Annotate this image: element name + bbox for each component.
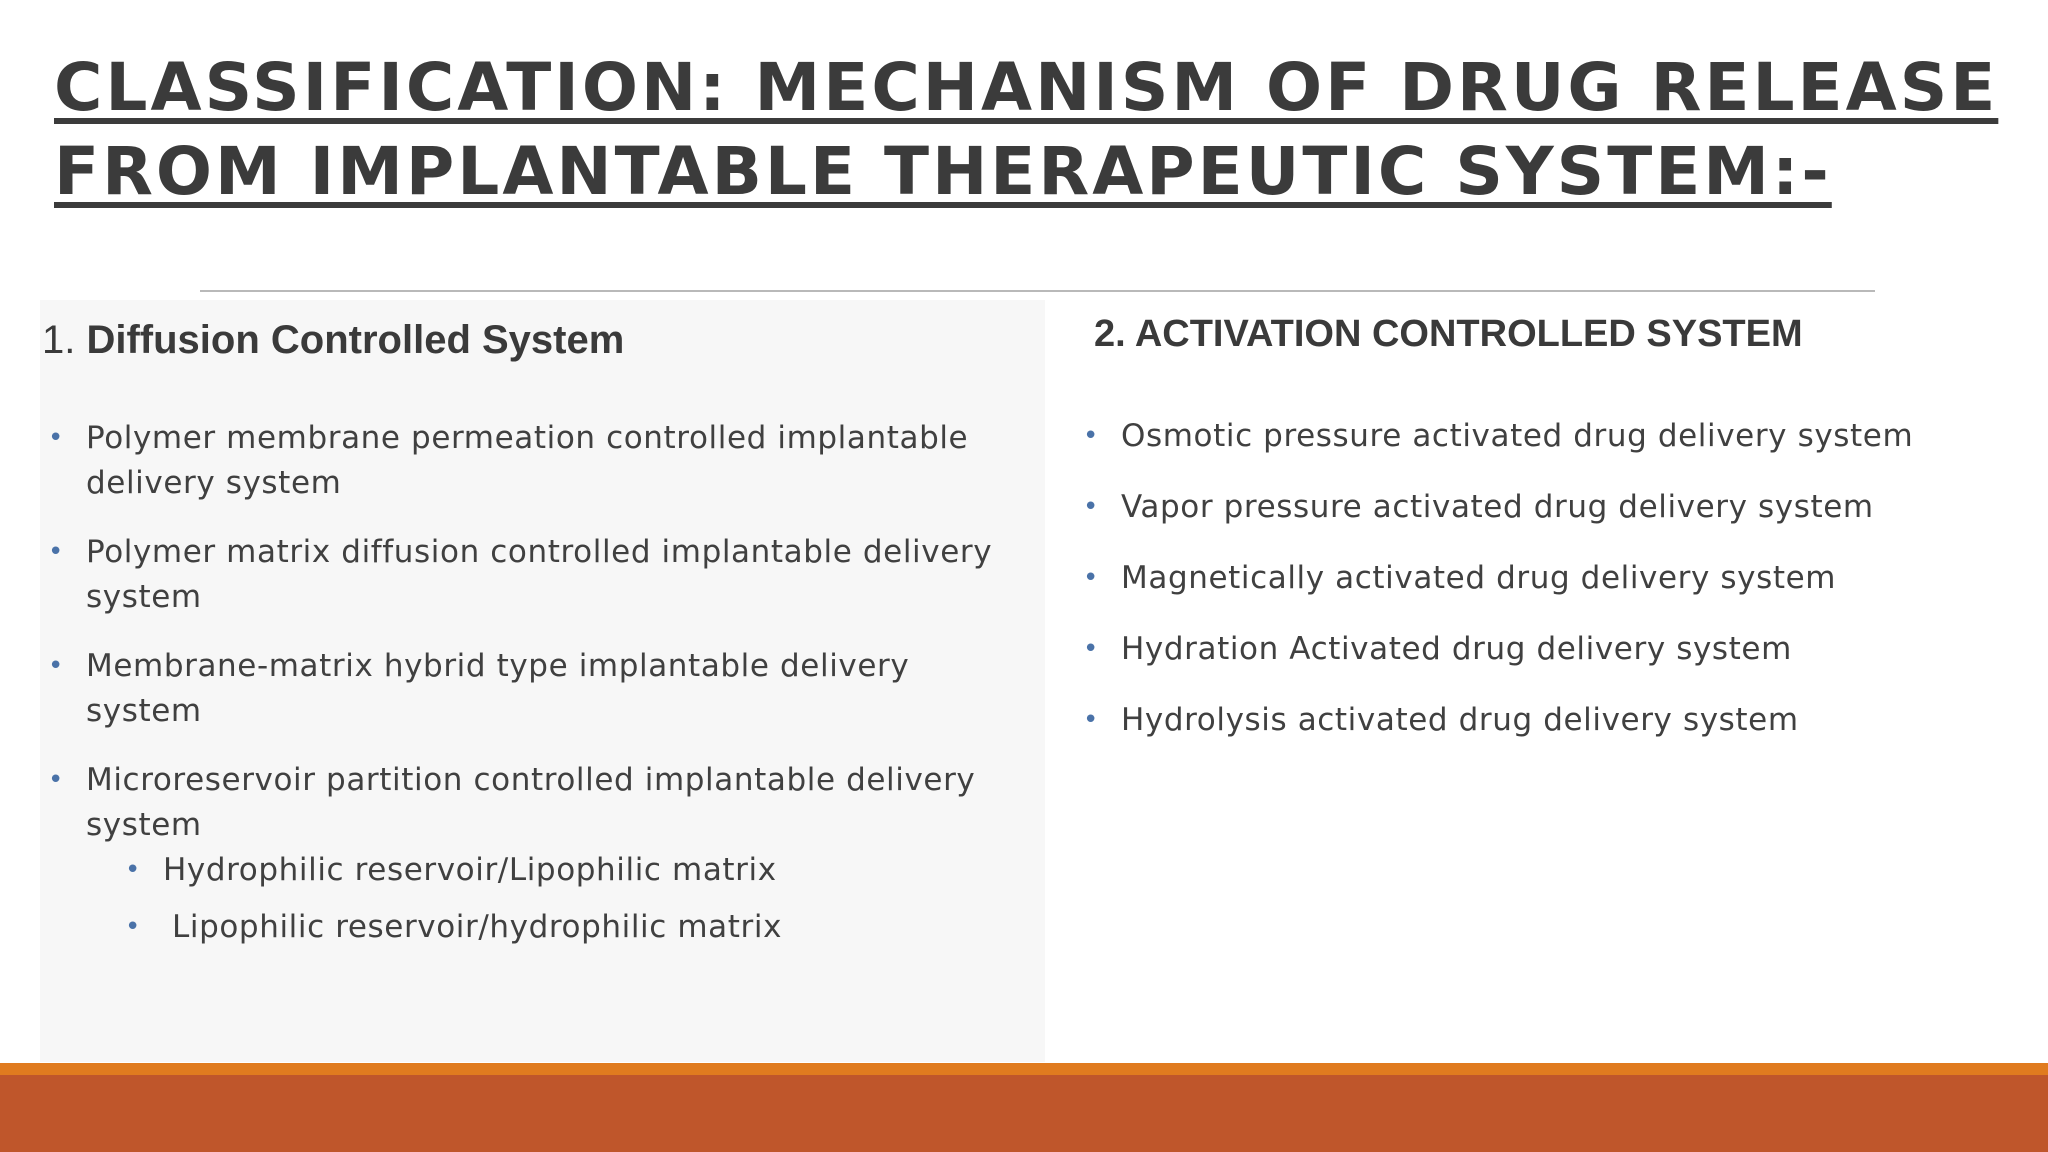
left-heading-number: 1. bbox=[42, 318, 76, 362]
bullet-icon: • bbox=[1083, 634, 1099, 664]
bullet-icon: • bbox=[48, 423, 64, 453]
list-item bbox=[48, 758, 1026, 950]
bullet-icon: • bbox=[1083, 492, 1099, 522]
list-item-text: Hydration Activated drug delivery system bbox=[1121, 631, 1792, 667]
left-column-heading bbox=[42, 314, 624, 366]
slide-title bbox=[54, 46, 1999, 214]
list-item-text: Microreservoir partition controlled implantable delivery system bbox=[86, 762, 976, 843]
list-item bbox=[1083, 627, 2021, 672]
footer-bar bbox=[0, 1075, 2048, 1152]
list-item bbox=[48, 644, 1026, 734]
bullet-icon: • bbox=[1083, 563, 1099, 593]
microreservoir-sub-list bbox=[86, 848, 1026, 950]
right-column-heading: 2. ACTIVATION CONTROLLED SYSTEM bbox=[1094, 313, 1803, 355]
sub-list-item-text: Hydrophilic reservoir/Lipophilic matrix bbox=[163, 852, 777, 888]
sub-list-item bbox=[125, 905, 1026, 950]
title-divider bbox=[200, 290, 1875, 292]
bullet-icon: • bbox=[48, 537, 64, 567]
list-item bbox=[1083, 698, 2021, 743]
bullet-icon: • bbox=[48, 765, 64, 795]
bullet-icon: • bbox=[48, 651, 64, 681]
title-line-2: FROM IMPLANTABLE THERAPEUTIC SYSTEM:- bbox=[54, 133, 1832, 210]
list-item-text: Hydrolysis activated drug delivery system bbox=[1121, 702, 1799, 738]
list-item bbox=[1083, 556, 2021, 601]
bullet-icon: • bbox=[1083, 705, 1099, 735]
diffusion-system-list bbox=[48, 416, 1026, 962]
activation-system-list bbox=[1083, 414, 2021, 769]
list-item-text: Vapor pressure activated drug delivery system bbox=[1121, 489, 1874, 525]
list-item-text: Magnetically activated drug delivery system bbox=[1121, 560, 1837, 596]
list-item bbox=[48, 416, 1026, 506]
list-item bbox=[48, 530, 1026, 620]
list-item bbox=[1083, 485, 2021, 530]
bullet-icon: • bbox=[125, 912, 141, 942]
list-item-text: Osmotic pressure activated drug delivery system bbox=[1121, 418, 1914, 454]
bullet-icon: • bbox=[125, 855, 141, 885]
left-heading-text: Diffusion Controlled System bbox=[86, 318, 625, 362]
list-item bbox=[1083, 414, 2021, 459]
list-item-text: Membrane-matrix hybrid type implantable delivery system bbox=[86, 648, 910, 729]
list-item-text: Polymer membrane permeation controlled implantable delivery system bbox=[86, 420, 969, 501]
list-item-text: Polymer matrix diffusion controlled implantable delivery system bbox=[86, 534, 993, 615]
sub-list-item bbox=[125, 848, 1026, 893]
footer-accent-bar bbox=[0, 1063, 2048, 1075]
bullet-icon: • bbox=[1083, 421, 1099, 451]
title-line-1: CLASSIFICATION: MECHANISM OF DRUG RELEASE bbox=[54, 49, 1999, 126]
sub-list-item-text: Lipophilic reservoir/hydrophilic matrix bbox=[172, 909, 783, 945]
